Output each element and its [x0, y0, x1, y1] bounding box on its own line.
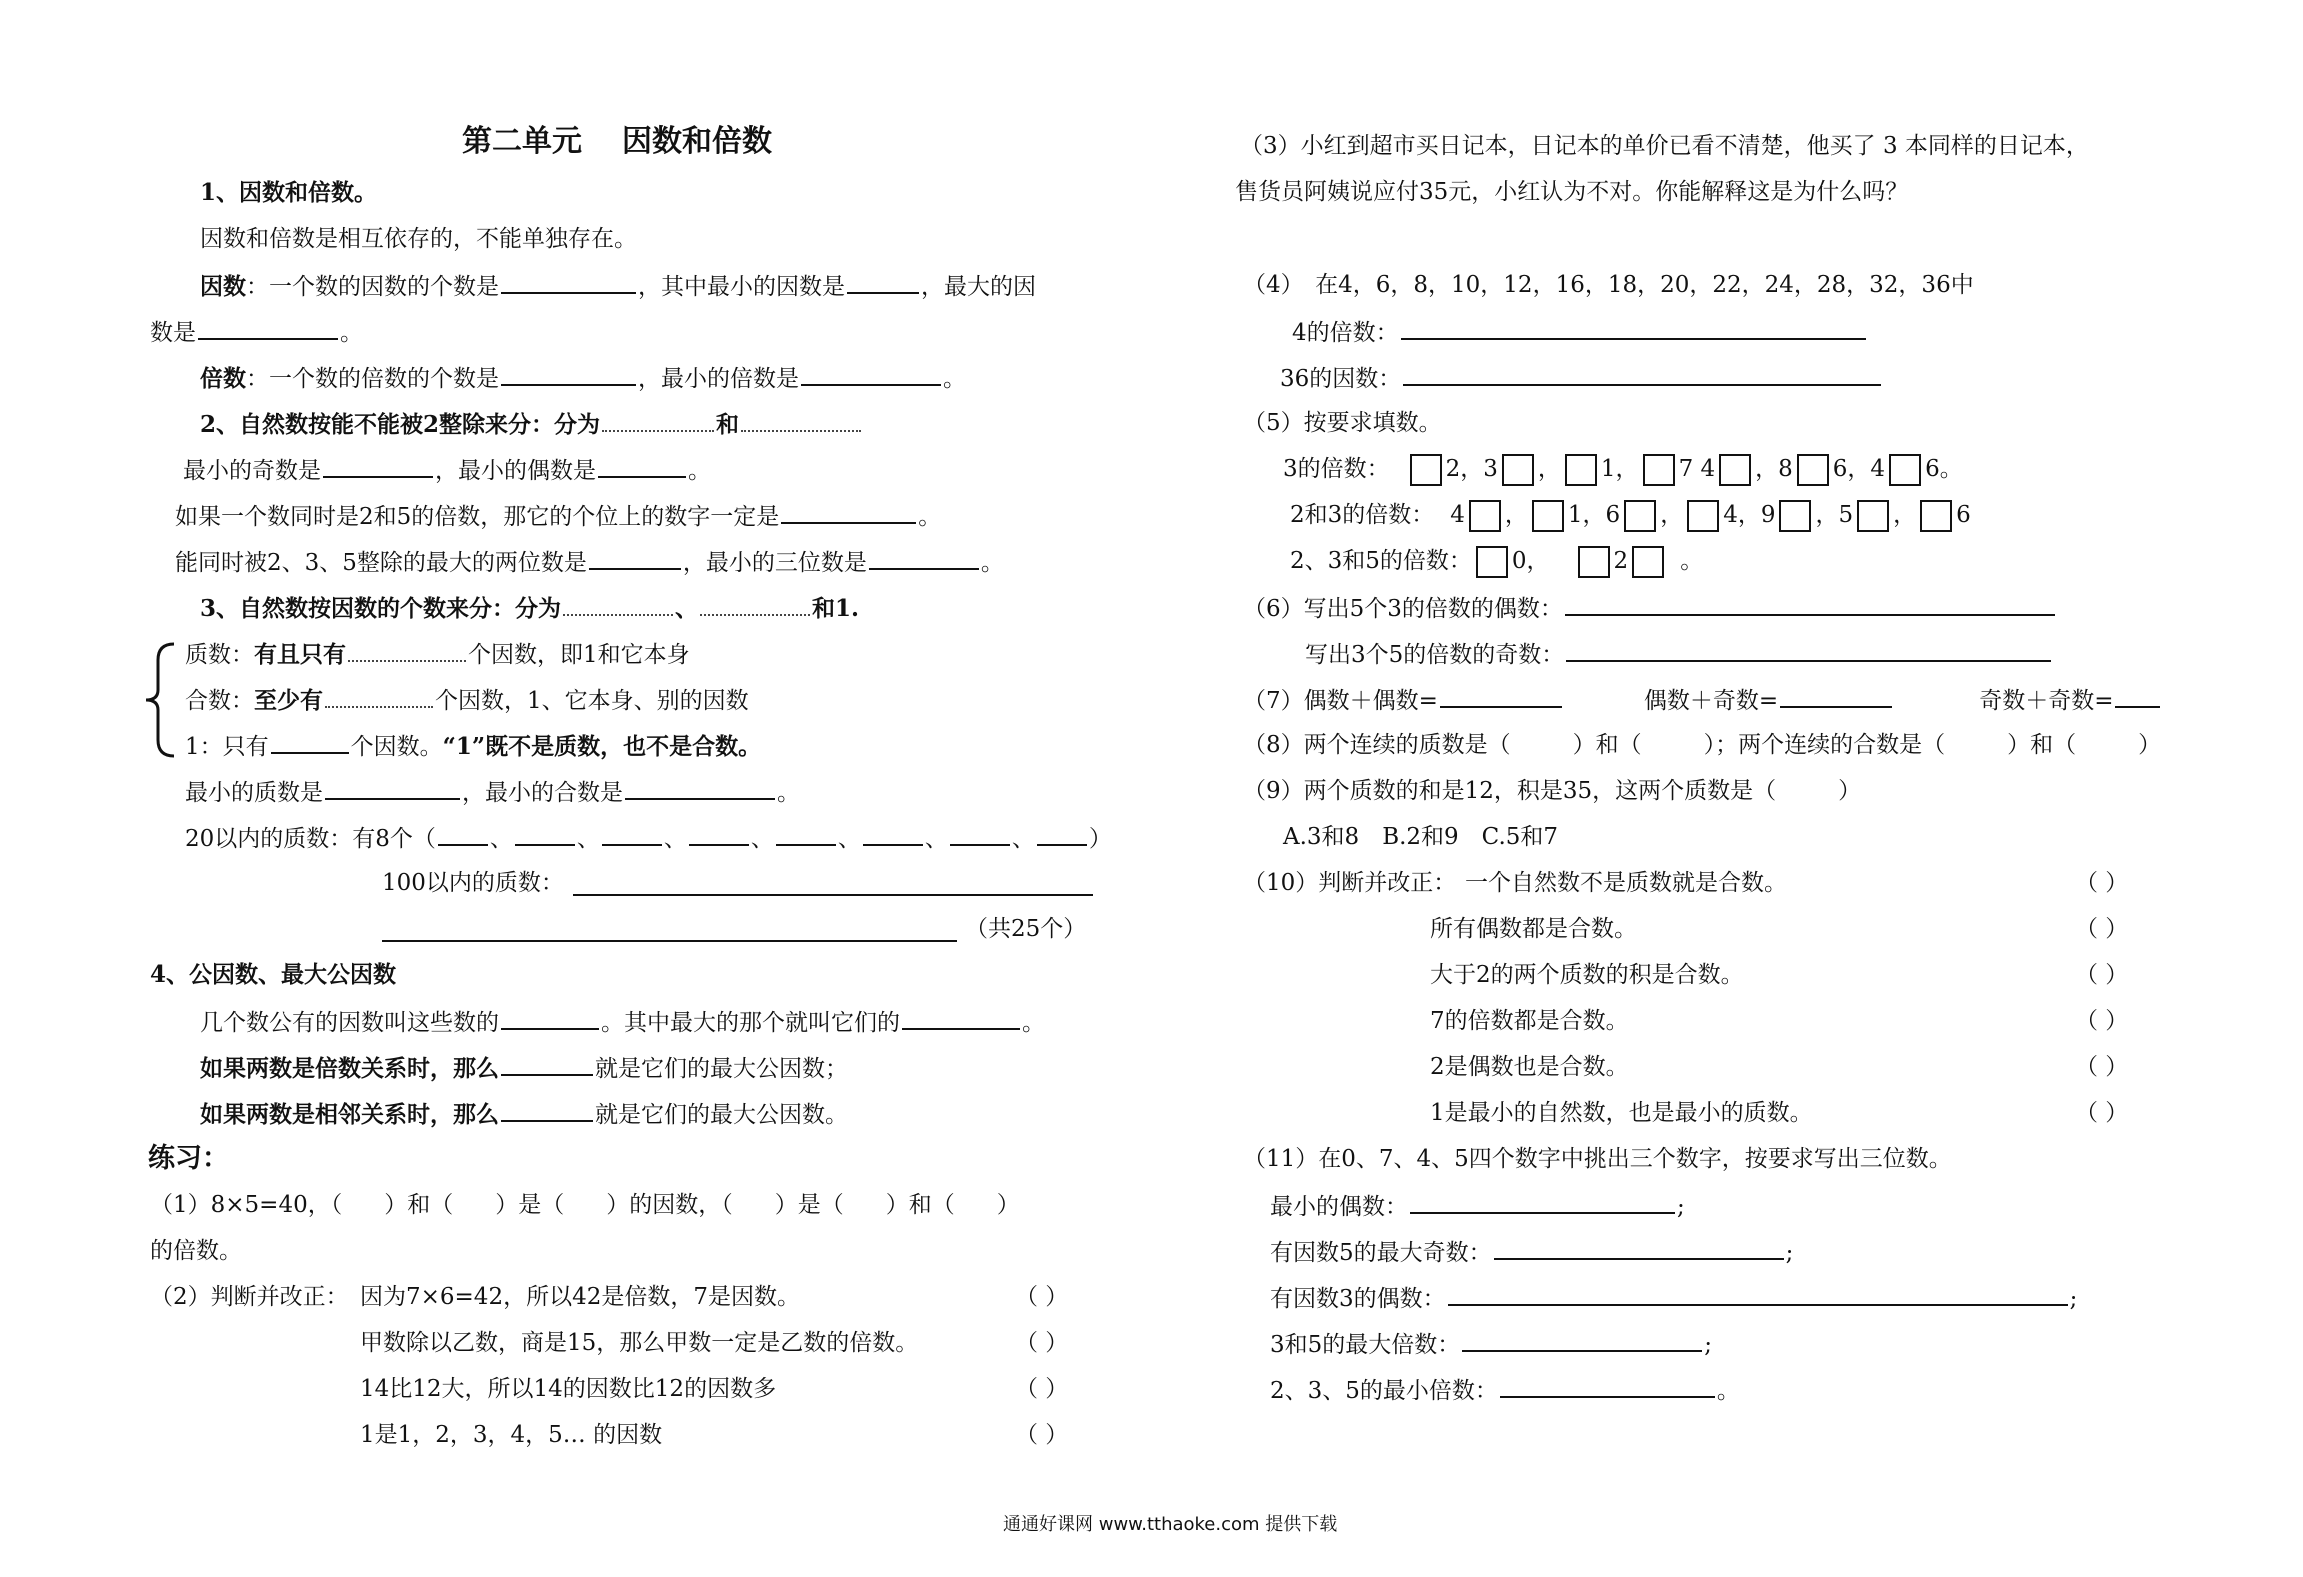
- answer-box[interactable]: [1779, 500, 1811, 532]
- q10-item: 一个自然数不是质数就是合数。: [1465, 870, 1787, 896]
- q6-line2: 写出3个5的倍数的奇数：: [1305, 638, 2053, 670]
- s2-line2: 如果一个数同时是2和5的倍数，那它的个位上的数字一定是 。: [175, 500, 941, 532]
- brace-icon: [140, 640, 180, 760]
- s4-line2: 如果两数是倍数关系时，那么 就是它们的最大公因数；: [200, 1052, 848, 1084]
- blank[interactable]: [198, 316, 338, 340]
- s1-factor-line: 因数：一个数的因数的个数是 ，其中最小的因数是 ，最大的因: [200, 270, 1036, 302]
- q9-options: A.3和8 B.2和9 C.5和7: [1283, 824, 1559, 850]
- blank[interactable]: [1500, 1374, 1715, 1398]
- q4-multiples-4: 4的倍数：: [1292, 316, 1868, 348]
- s2-line3: 能同时被2、3、5整除的最大的两位数是 ，最小的三位数是 。: [175, 546, 1004, 578]
- answer-box[interactable]: [1632, 546, 1664, 578]
- blank[interactable]: [323, 454, 433, 478]
- blank[interactable]: [1037, 822, 1087, 846]
- answer-box[interactable]: [1643, 454, 1675, 486]
- answer-paren[interactable]: （ ）: [1015, 1284, 1069, 1310]
- s4-line1: 几个数公有的因数叫这些数的 。其中最大的那个就叫它们的 。: [200, 1006, 1045, 1038]
- blank[interactable]: [1410, 1190, 1675, 1214]
- practice-heading: 练习：: [148, 1143, 229, 1174]
- q10-item: 7的倍数都是合数。: [1430, 1008, 1629, 1034]
- blank[interactable]: [598, 454, 686, 478]
- s2-line1: 最小的奇数是 ，最小的偶数是 。: [183, 454, 711, 486]
- blank[interactable]: [1780, 684, 1892, 708]
- s1-heading: 1、因数和倍数。: [200, 179, 378, 206]
- q11-heading: （11）在0、7、4、5四个数字中挑出三个数字，按要求写出三位数。: [1243, 1146, 1952, 1172]
- q11-item: 有因数5的最大奇数： ;: [1270, 1236, 1793, 1268]
- answer-box[interactable]: [1578, 546, 1610, 578]
- blank[interactable]: [1494, 1236, 1784, 1260]
- practice-q2-item: 14比12大，所以14的因数比12的因数多: [360, 1376, 777, 1402]
- title-topic: 因数和倍数: [622, 124, 772, 159]
- s3-composite-line: 合数：至少有 个因数，1、它本身、别的因数: [185, 684, 749, 716]
- blank[interactable]: [501, 1006, 599, 1030]
- s2-heading: 2、自然数按能不能被2整除来分：分为 和: [200, 408, 863, 440]
- s3-prime-line: 质数：有且只有 个因数，即1和它本身: [185, 638, 690, 670]
- s3-primes100-line: 100以内的质数：: [382, 870, 564, 896]
- answer-box[interactable]: [1410, 454, 1442, 486]
- answer-paren[interactable]: （ ）: [2075, 1008, 2129, 1034]
- blank[interactable]: [902, 1006, 1020, 1030]
- blank[interactable]: [1565, 592, 2055, 616]
- answer-paren[interactable]: （ ）: [2075, 962, 2129, 988]
- blank[interactable]: [847, 270, 919, 294]
- s3-total: （共25个）: [965, 916, 1087, 942]
- q3-line2: 售货员阿姨说应付35元，小红认为不对。你能解释这是为什么吗？: [1235, 179, 1909, 205]
- blank[interactable]: [1401, 316, 1866, 340]
- answer-paren[interactable]: （ ）: [2075, 916, 2129, 942]
- q11-item: 有因数3的偶数： ;: [1270, 1282, 2077, 1314]
- blank[interactable]: [563, 592, 673, 616]
- answer-paren[interactable]: （ ）: [2075, 870, 2129, 896]
- s3-primes20-line: 20以内的质数：有8个（ 、 、 、 、 、 、 、 ）: [185, 822, 1112, 854]
- answer-box[interactable]: [1469, 500, 1501, 532]
- title-unit: 第二单元: [462, 124, 582, 159]
- answer-box[interactable]: [1624, 500, 1656, 532]
- footer: 通通好课网 www.tthaoke.com 提供下载: [1003, 1514, 1338, 1535]
- blank[interactable]: [501, 362, 636, 386]
- s1-multiple-line: 倍数：一个数的倍数的个数是 ，最小的倍数是 。: [200, 362, 966, 394]
- blank[interactable]: [1448, 1282, 2068, 1306]
- q5-row-3: 3的倍数： 2，3 ， 1， 7 4 ，8 6，4 6。: [1283, 454, 1963, 486]
- blank[interactable]: [781, 500, 916, 524]
- page-title: [462, 124, 772, 159]
- s4-line3: 如果两数是相邻关系时，那么 就是它们的最大公因数。: [200, 1098, 848, 1130]
- q10-item: 所有偶数都是合数。: [1430, 916, 1637, 942]
- s3-min-line: 最小的质数是 ，最小的合数是 。: [185, 776, 800, 808]
- blank[interactable]: [325, 776, 460, 800]
- blank[interactable]: [700, 592, 810, 616]
- q10-heading: （10）判断并改正：: [1243, 870, 1457, 896]
- q10-item: 大于2的两个质数的积是合数。: [1430, 962, 1744, 988]
- answer-box[interactable]: [1719, 454, 1751, 486]
- blank[interactable]: [625, 776, 775, 800]
- answer-paren[interactable]: （ ）: [1015, 1422, 1069, 1448]
- blank[interactable]: [1462, 1328, 1702, 1352]
- q6-line1: （6）写出5个3的倍数的偶数：: [1243, 592, 2057, 624]
- answer-box[interactable]: [1920, 500, 1952, 532]
- answer-box[interactable]: [1889, 454, 1921, 486]
- q5-row-2-3-5: 2、3和5的倍数： 0， 2 。: [1290, 546, 1703, 578]
- blank[interactable]: [2115, 684, 2160, 708]
- practice-q2-item: 甲数除以乙数，商是15，那么甲数一定是乙数的倍数。: [360, 1330, 919, 1356]
- blank[interactable]: [602, 822, 662, 846]
- blank[interactable]: [950, 822, 1010, 846]
- q7-line: （7）偶数＋偶数= 偶数＋奇数= 奇数＋奇数=: [1243, 684, 2162, 716]
- q10-item: 2是偶数也是合数。: [1430, 1054, 1629, 1080]
- q10-item: 1是最小的自然数，也是最小的质数。: [1430, 1100, 1813, 1126]
- q8-line: （8）两个连续的质数是（ ）和（ ）；两个连续的合数是（ ）和（ ）: [1243, 732, 2162, 758]
- q4-factors-36: 36的因数：: [1280, 362, 1883, 394]
- blank[interactable]: [1440, 684, 1562, 708]
- blank[interactable]: [689, 822, 749, 846]
- s4-heading: 4、公因数、最大公因数: [150, 961, 397, 988]
- s3-heading: 3、自然数按因数的个数来分：分为 、 和1.: [200, 592, 859, 624]
- blank[interactable]: [741, 408, 861, 432]
- answer-box[interactable]: [1857, 500, 1889, 532]
- blank[interactable]: [602, 408, 714, 432]
- answer-box[interactable]: [1797, 454, 1829, 486]
- blank[interactable]: [438, 822, 488, 846]
- answer-box[interactable]: [1687, 500, 1719, 532]
- blank[interactable]: [1566, 638, 2051, 662]
- s1-factor-line2: 数是 。: [150, 316, 363, 348]
- blank[interactable]: [348, 638, 466, 662]
- answer-box[interactable]: [1502, 454, 1534, 486]
- blank-line[interactable]: [382, 940, 957, 942]
- q11-item: 3和5的最大倍数： ;: [1270, 1328, 1712, 1360]
- q5-row-2-3: 2和3的倍数： 4 ， 1，6 ， 4，9 ，5 ， 6: [1290, 500, 1971, 532]
- blank[interactable]: [515, 822, 575, 846]
- blank[interactable]: [271, 730, 349, 754]
- blank[interactable]: [501, 1098, 593, 1122]
- answer-paren[interactable]: （ ）: [1015, 1376, 1069, 1402]
- practice-q2-item: 1是1，2，3，4，5… 的因数: [360, 1422, 663, 1448]
- blank[interactable]: [1403, 362, 1881, 386]
- practice-q2-item: 因为7×6=42，所以42是倍数，7是因数。: [360, 1284, 800, 1310]
- answer-box[interactable]: [1476, 546, 1508, 578]
- blank[interactable]: [869, 546, 979, 570]
- answer-box[interactable]: [1532, 500, 1564, 532]
- blank[interactable]: [501, 1052, 593, 1076]
- answer-paren[interactable]: （ ）: [1015, 1330, 1069, 1356]
- practice-q1: （1）8×5=40，（ ）和（ ）是（ ）的因数，（ ）是（ ）和（ ）: [150, 1192, 1020, 1218]
- q3-line1: （3）小红到超市买日记本，日记本的单价已看不清楚，他买了 3 本同样的日记本，: [1240, 133, 2089, 159]
- q9-line: （9）两个质数的和是12，积是35，这两个质数是（ ）: [1243, 778, 1862, 804]
- blank[interactable]: [501, 270, 636, 294]
- q11-item: 最小的偶数： ;: [1270, 1190, 1685, 1222]
- answer-paren[interactable]: （ ）: [2075, 1100, 2129, 1126]
- blank[interactable]: [776, 822, 836, 846]
- q5-heading: （5）按要求填数。: [1243, 410, 1442, 436]
- answer-box[interactable]: [1565, 454, 1597, 486]
- practice-q2-head: （2）判断并改正：: [150, 1284, 349, 1310]
- blank[interactable]: [801, 362, 941, 386]
- s3-one-line: 1：只有 个因数。“1”既不是质数，也不是合数。: [185, 730, 761, 762]
- blank[interactable]: [589, 546, 681, 570]
- blank[interactable]: [325, 684, 433, 708]
- blank-line[interactable]: [573, 894, 1093, 896]
- practice-q1-end: 的倍数。: [150, 1238, 242, 1264]
- blank[interactable]: [863, 822, 923, 846]
- q11-item: 2、3、5的最小倍数： 。: [1270, 1374, 1740, 1406]
- q4-line: （4） 在4，6，8，10，12，16，18，20，22，24，28，32，36中: [1243, 272, 1974, 298]
- s1-line1: 因数和倍数是相互依存的，不能单独存在。: [200, 226, 637, 252]
- answer-paren[interactable]: （ ）: [2075, 1054, 2129, 1080]
